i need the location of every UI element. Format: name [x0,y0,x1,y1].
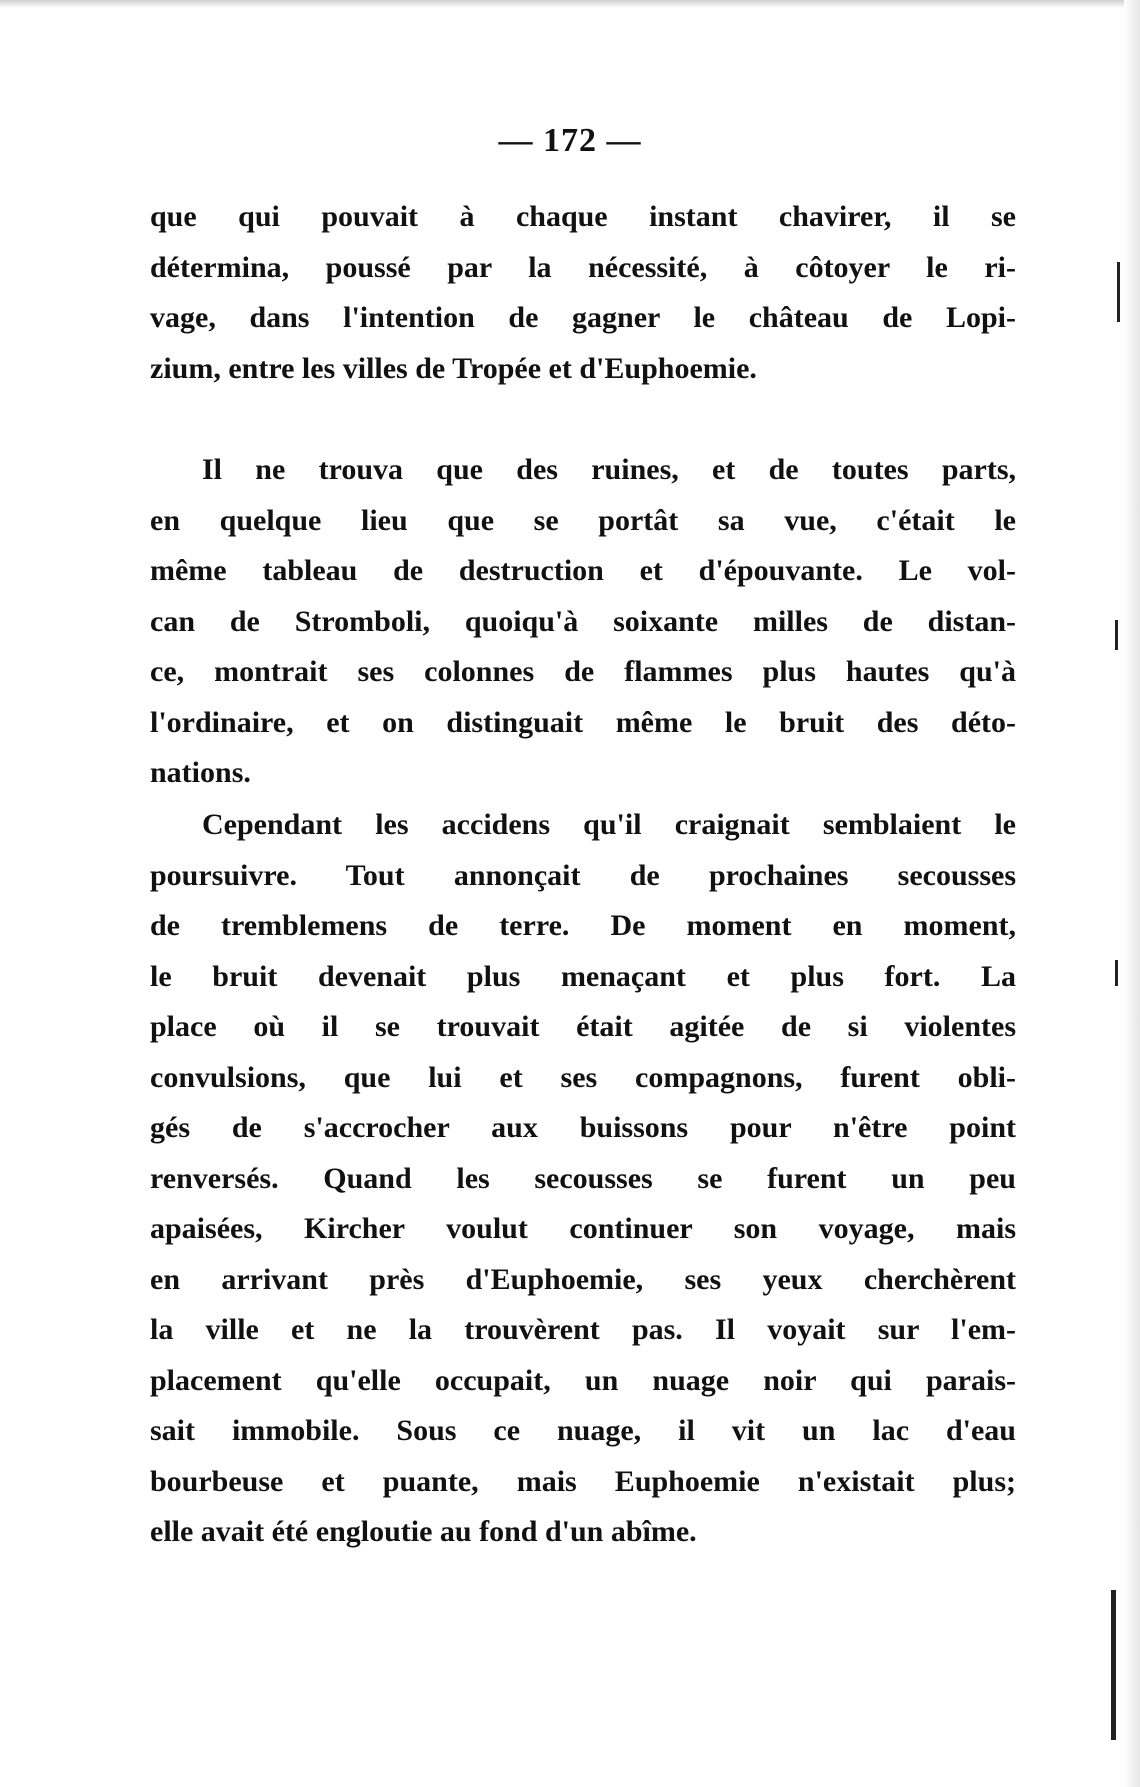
text-line: de tremblemens de terre. De moment en moment, [150,909,1016,942]
text-line: le bruit devenait plus menaçant et plus fort. La [150,959,1016,993]
margin-mark [1115,620,1118,650]
text-line: renversés. Quand les secousses se furent un peu [150,1161,1016,1195]
text-line: ce, montrait ses colonnes de flammes plus hautes qu'à [150,655,1016,688]
text-line: place où il se trouvait était agitée de si violentes [150,1010,1016,1043]
text-line: Il ne trouva que des ruines, et de toutes parts, [202,453,1016,486]
margin-mark [1111,1590,1116,1740]
text-line: apaisées, Kircher voulut continuer son voyage, mais [150,1212,1016,1245]
page-number: — 172 — [498,122,642,159]
page-right-edge [1124,0,1140,1787]
text-line: la ville et ne la trouvèrent pas. Il voyait sur l'em- [150,1313,1016,1346]
page-top-edge [0,0,1140,8]
text-line: l'ordinaire, et on distinguait même le bruit des déto- [150,705,1016,739]
text-line: que qui pouvait à chaque instant chavirer, il se [150,200,1016,233]
text-line: nations. [150,756,251,789]
text-line: zium, entre les villes de Tropée et d'Euphoemie. [150,351,757,385]
text-line: poursuivre. Tout annonçait de prochaines secousses [150,858,1016,892]
margin-mark [1117,262,1120,322]
text-line: gés de s'accrocher aux buissons pour n'être point [150,1111,1016,1144]
text-line: bourbeuse et puante, mais Euphoemie n'existait plus; [150,1464,1016,1498]
text-line: can de Stromboli, quoiqu'à soixante milles de distan- [150,604,1016,638]
text-line: même tableau de destruction et d'épouvante. Le vol- [150,554,1016,587]
text-line: détermina, poussé par la nécessité, à côtoyer le ri- [150,250,1016,284]
paragraph-2 [150,445,1016,799]
text-line: Cependant les accidens qu'il craignait semblaient le [202,808,1016,841]
margin-mark [1115,960,1118,986]
text-line: placement qu'elle occupait, un nuage noir qui parais- [150,1363,1016,1397]
text-line: vage, dans l'intention de gagner le château de Lopi- [150,301,1016,334]
text-line: convulsions, que lui et ses compagnons, furent obli- [150,1060,1016,1094]
paragraph-3 [150,800,1016,1558]
text-line: en arrivant près d'Euphoemie, ses yeux cherchèrent [150,1262,1016,1296]
text-line: sait immobile. Sous ce nuage, il vit un lac d'eau [150,1414,1016,1447]
text-line: elle avait été engloutie au fond d'un abîme. [150,1515,697,1548]
text-line: en quelque lieu que se portât sa vue, c'était le [150,503,1016,537]
paragraph-1 [150,192,1016,394]
